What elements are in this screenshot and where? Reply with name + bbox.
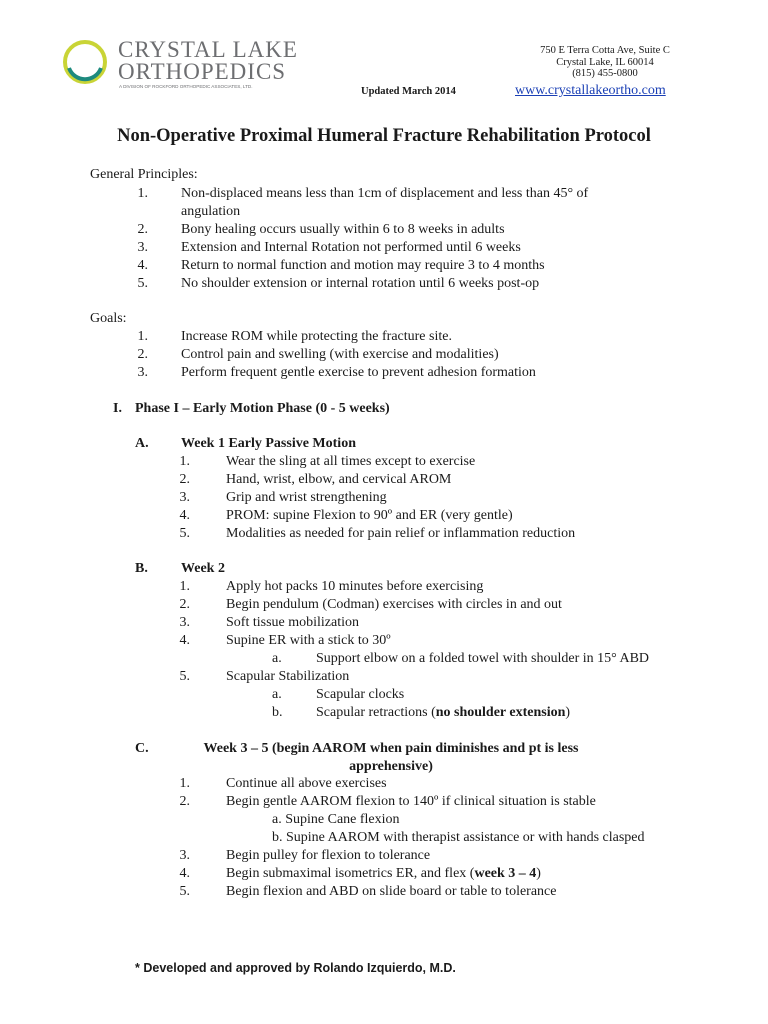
updated-date: Updated March 2014 xyxy=(361,86,456,97)
phase-numeral: I. xyxy=(113,401,122,416)
general-heading: General Principles: xyxy=(90,167,198,182)
sub-list-item: a. Supine Cane flexion xyxy=(272,812,400,827)
sub-list-item: b. Supine AAROM with therapist assistance or with hands clasped xyxy=(272,830,645,845)
logo-tagline: A DIVISION OF ROCKFORD ORTHOPEDIC ASSOCIATES, LTD. xyxy=(119,84,253,89)
section-letter: A. xyxy=(135,436,149,451)
website-link[interactable]: www.crystallakeortho.com xyxy=(515,83,666,98)
address-line1: 750 E Terra Cotta Ave, Suite C xyxy=(540,45,670,56)
goals-heading: Goals: xyxy=(90,311,127,326)
section-title: Week 2 xyxy=(181,561,225,576)
section-letter: C. xyxy=(135,741,149,756)
logo-rings-icon xyxy=(61,38,109,86)
address-line2: Crystal Lake, IL 60014 xyxy=(556,56,654,68)
section-title: Week 1 Early Passive Motion xyxy=(181,436,356,451)
phone-number: (815) 455-0800 xyxy=(572,68,638,79)
footer-note: * Developed and approved by Rolando Izquierdo, M.D. xyxy=(135,961,456,975)
phase-title: Phase I – Early Motion Phase (0 - 5 weeks) xyxy=(135,401,390,416)
logo xyxy=(55,30,305,102)
section-letter: B. xyxy=(135,561,148,576)
logo-name-line1: CRYSTAL LAKE xyxy=(118,37,298,62)
address-block xyxy=(520,45,690,80)
section-title: Week 3 – 5 (begin AAROM when pain diminishes and pt is less apprehensive) xyxy=(203,741,579,774)
logo-name-line2: ORTHOPEDICS xyxy=(118,59,287,84)
page-title: Non-Operative Proximal Humeral Fracture Rehabilitation Protocol xyxy=(117,126,651,146)
